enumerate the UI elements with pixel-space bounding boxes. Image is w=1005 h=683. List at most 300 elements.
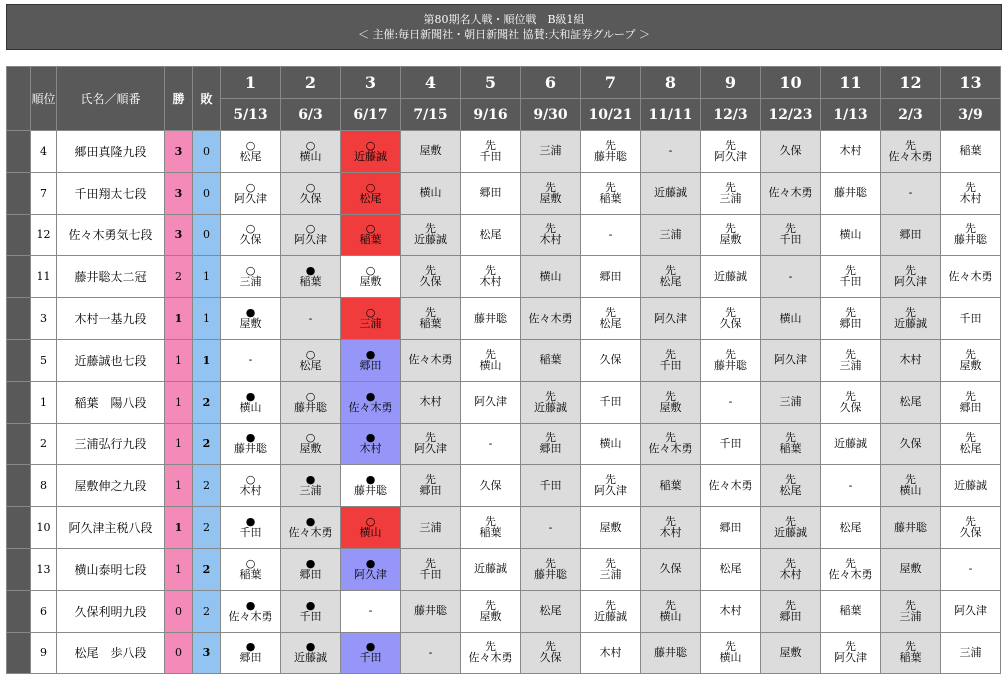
opponent-name: -	[668, 144, 673, 158]
game-cell	[401, 507, 461, 549]
result-mark: ●	[365, 473, 376, 487]
result-mark: 先	[665, 264, 676, 278]
result-mark: ○	[305, 347, 316, 361]
opponent-name: -	[488, 436, 493, 450]
player-wins: 1	[165, 465, 193, 507]
opponent-name: 木村	[839, 144, 862, 158]
opponent-name: 藤井聡	[414, 604, 447, 618]
result-mark: 先	[905, 473, 916, 487]
result-mark: 先	[725, 138, 736, 152]
opponent-name: 屋敷	[359, 275, 382, 289]
player-seed: 8	[31, 465, 57, 507]
game-cell	[521, 214, 581, 256]
page-header	[6, 4, 1002, 50]
game-cell	[341, 590, 401, 632]
round-number: 8	[641, 67, 701, 99]
player-losses: 2	[193, 590, 221, 632]
game-cell	[881, 298, 941, 340]
result-mark: 先	[665, 389, 676, 403]
game-cell	[341, 131, 401, 173]
opponent-name: 木村	[479, 275, 502, 289]
game-cell	[461, 172, 521, 214]
result-mark: ●	[365, 389, 376, 403]
opponent-name: 藤井聡	[834, 186, 867, 200]
game-cell	[761, 590, 821, 632]
opponent-name: 三浦	[719, 191, 742, 205]
opponent-name: 松尾	[359, 191, 382, 205]
result-mark: 先	[965, 389, 976, 403]
opponent-name: 木村	[599, 645, 622, 659]
game-cell	[881, 131, 941, 173]
game-cell	[521, 507, 581, 549]
round-date: 9/30	[521, 99, 581, 131]
player-name: 千田翔太七段	[57, 172, 165, 214]
round-date: 6/3	[281, 99, 341, 131]
result-mark: 先	[785, 431, 796, 445]
opponent-name: 近藤誠	[534, 400, 567, 414]
opponent-name: 佐々木勇	[708, 478, 753, 492]
player-wins: 2	[165, 256, 193, 298]
game-cell	[641, 590, 701, 632]
opponent-name: 屋敷	[539, 191, 562, 205]
game-cell	[581, 465, 641, 507]
result-mark: ●	[305, 598, 316, 612]
game-cell	[461, 131, 521, 173]
opponent-name: 屋敷	[779, 645, 802, 659]
round-date: 11/11	[641, 99, 701, 131]
player-losses: 2	[193, 507, 221, 549]
game-cell	[881, 214, 941, 256]
player-row	[7, 548, 1001, 590]
opponent-name: 松尾	[599, 317, 622, 331]
round-date: 6/17	[341, 99, 401, 131]
game-cell	[761, 381, 821, 423]
opponent-name: 藤井聡	[594, 149, 627, 163]
game-cell	[701, 131, 761, 173]
game-cell	[521, 632, 581, 674]
opponent-name: 屋敷	[299, 442, 322, 456]
opponent-name: 木村	[959, 191, 982, 205]
page-title: 第80期名人戦・順位戦 B級1組	[423, 13, 585, 26]
game-cell	[401, 298, 461, 340]
result-mark: ●	[305, 556, 316, 570]
game-cell	[641, 256, 701, 298]
opponent-name: 藤井聡	[894, 520, 927, 534]
game-cell	[341, 172, 401, 214]
result-mark: 先	[965, 180, 976, 194]
player-wins: 1	[165, 339, 193, 381]
result-mark: ○	[305, 222, 316, 236]
player-losses: 2	[193, 465, 221, 507]
round-date: 12/23	[761, 99, 821, 131]
result-mark: 先	[605, 306, 616, 320]
result-mark: ○	[305, 138, 316, 152]
opponent-name: 久保	[839, 400, 862, 414]
game-cell	[821, 339, 881, 381]
opponent-name: 横山	[719, 651, 742, 665]
opponent-name: 阿久津	[774, 353, 807, 367]
opponent-name: 郷田	[599, 269, 622, 283]
opponent-name: 阿久津	[594, 484, 627, 498]
game-cell	[641, 465, 701, 507]
rank-header-label: 順位	[31, 91, 56, 106]
result-mark: 先	[545, 222, 556, 236]
game-cell	[281, 507, 341, 549]
player-losses: 1	[193, 298, 221, 340]
opponent-name: 横山	[359, 526, 382, 540]
player-name: 藤井聡太二冠	[57, 256, 165, 298]
opponent-name: 千田	[659, 358, 682, 372]
result-mark: 先	[965, 431, 976, 445]
result-mark: ●	[245, 515, 256, 529]
player-losses: 2	[193, 381, 221, 423]
opponent-name: 横山	[479, 358, 502, 372]
result-mark: ○	[365, 515, 376, 529]
result-mark: ○	[365, 180, 376, 194]
opponent-name: 木村	[659, 526, 682, 540]
result-mark: ●	[305, 515, 316, 529]
game-cell	[281, 548, 341, 590]
game-cell	[401, 548, 461, 590]
opponent-name: 屋敷	[239, 317, 262, 331]
opponent-name: 久保	[899, 436, 922, 450]
game-cell	[641, 214, 701, 256]
result-mark: 先	[725, 222, 736, 236]
opponent-name: 郷田	[359, 358, 382, 372]
opponent-name: 藤井聡	[294, 400, 327, 414]
opponent-name: 稲葉	[359, 233, 382, 247]
game-cell	[221, 381, 281, 423]
game-cell	[941, 548, 1001, 590]
row-side	[7, 465, 31, 507]
opponent-name: 稲葉	[299, 275, 322, 289]
player-row	[7, 298, 1001, 340]
player-name: 近藤誠也七段	[57, 339, 165, 381]
game-cell	[221, 507, 281, 549]
opponent-name: 稲葉	[539, 353, 562, 367]
row-side	[7, 548, 31, 590]
result-mark: 先	[785, 222, 796, 236]
game-cell	[281, 339, 341, 381]
result-mark: 先	[665, 431, 676, 445]
game-cell	[221, 172, 281, 214]
round-number: 2	[281, 67, 341, 99]
game-cell	[821, 423, 881, 465]
opponent-name: 久保	[659, 562, 682, 576]
game-cell	[701, 590, 761, 632]
player-wins: 3	[165, 214, 193, 256]
game-cell	[401, 465, 461, 507]
result-mark: 先	[605, 556, 616, 570]
game-cell	[221, 548, 281, 590]
game-cell	[581, 632, 641, 674]
game-cell	[281, 632, 341, 674]
opponent-name: 佐々木勇	[288, 526, 333, 540]
opponent-name: -	[968, 562, 973, 576]
player-row	[7, 632, 1001, 674]
game-cell	[221, 256, 281, 298]
round-number: 3	[341, 67, 401, 99]
opponent-name: 阿久津	[714, 149, 747, 163]
opponent-name: 稲葉	[659, 478, 682, 492]
game-cell	[941, 298, 1001, 340]
game-cell	[881, 590, 941, 632]
game-cell	[941, 507, 1001, 549]
opponent-name: 藤井聡	[354, 484, 387, 498]
player-seed: 1	[31, 381, 57, 423]
game-cell	[461, 381, 521, 423]
game-cell	[701, 548, 761, 590]
opponent-name: 千田	[719, 436, 742, 450]
result-mark: 先	[425, 306, 436, 320]
opponent-name: 稲葉	[779, 442, 802, 456]
game-cell	[461, 590, 521, 632]
round-number: 12	[881, 67, 941, 99]
opponent-name: 佐々木勇	[408, 353, 453, 367]
header-side	[7, 67, 31, 131]
game-cell	[761, 256, 821, 298]
row-side	[7, 590, 31, 632]
opponent-name: 稲葉	[839, 604, 862, 618]
result-mark: 先	[845, 389, 856, 403]
game-cell	[461, 298, 521, 340]
player-seed: 10	[31, 507, 57, 549]
name-header: 氏名／順番	[57, 67, 165, 131]
result-mark: 先	[785, 515, 796, 529]
opponent-name: 横山	[659, 609, 682, 623]
game-cell	[941, 381, 1001, 423]
round-date: 10/21	[581, 99, 641, 131]
game-cell	[701, 381, 761, 423]
game-cell	[581, 381, 641, 423]
player-name: 郷田真隆九段	[57, 131, 165, 173]
opponent-name: 三浦	[839, 358, 862, 372]
opponent-name: 木村	[899, 353, 922, 367]
row-side	[7, 339, 31, 381]
game-cell	[521, 256, 581, 298]
game-cell	[521, 548, 581, 590]
result-mark: 先	[545, 431, 556, 445]
opponent-name: 松尾	[899, 395, 922, 409]
opponent-name: 藤井聡	[474, 311, 507, 325]
player-losses: 0	[193, 172, 221, 214]
opponent-name: 千田	[839, 275, 862, 289]
game-cell	[341, 507, 401, 549]
opponent-name: -	[848, 478, 853, 492]
game-cell	[821, 214, 881, 256]
game-cell	[881, 423, 941, 465]
opponent-name: 郷田	[299, 567, 322, 581]
opponent-name: 千田	[239, 526, 262, 540]
opponent-name: 郷田	[419, 484, 442, 498]
result-mark: 先	[725, 306, 736, 320]
result-mark: ○	[365, 138, 376, 152]
opponent-name: 千田	[959, 311, 982, 325]
player-losses: 2	[193, 423, 221, 465]
result-mark: 先	[845, 264, 856, 278]
opponent-name: 松尾	[839, 520, 862, 534]
round-number: 10	[761, 67, 821, 99]
result-mark: 先	[605, 598, 616, 612]
player-name: 稲葉 陽八段	[57, 381, 165, 423]
game-cell	[701, 423, 761, 465]
result-mark: ○	[245, 264, 256, 278]
opponent-name: 佐々木勇	[228, 609, 273, 623]
result-mark: ●	[365, 556, 376, 570]
opponent-name: 近藤誠	[474, 562, 507, 576]
game-cell	[761, 632, 821, 674]
player-wins: 3	[165, 131, 193, 173]
game-cell	[941, 256, 1001, 298]
game-cell	[281, 298, 341, 340]
opponent-name: 松尾	[479, 227, 502, 241]
opponent-name: 阿久津	[894, 275, 927, 289]
opponent-name: 近藤誠	[594, 609, 627, 623]
result-mark: ○	[245, 556, 256, 570]
game-cell	[761, 507, 821, 549]
game-cell	[581, 590, 641, 632]
result-mark: ○	[365, 222, 376, 236]
game-cell	[521, 423, 581, 465]
game-cell	[941, 632, 1001, 674]
game-cell	[401, 172, 461, 214]
game-cell	[581, 423, 641, 465]
game-cell	[401, 381, 461, 423]
opponent-name: 近藤誠	[414, 233, 447, 247]
game-cell	[581, 298, 641, 340]
result-mark: 先	[905, 598, 916, 612]
round-date: 2/3	[881, 99, 941, 131]
opponent-name: 屋敷	[479, 609, 502, 623]
opponent-name: 横山	[419, 186, 442, 200]
result-mark: 先	[965, 515, 976, 529]
opponent-name: 久保	[599, 353, 622, 367]
player-wins: 0	[165, 632, 193, 674]
round-number: 7	[581, 67, 641, 99]
opponent-name: 松尾	[779, 484, 802, 498]
opponent-name: 郷田	[959, 400, 982, 414]
player-row	[7, 131, 1001, 173]
player-wins: 1	[165, 548, 193, 590]
game-cell	[461, 339, 521, 381]
opponent-name: 三浦	[239, 275, 262, 289]
game-cell	[401, 590, 461, 632]
opponent-name: 横山	[779, 311, 802, 325]
opponent-name: 久保	[419, 275, 442, 289]
game-cell	[401, 339, 461, 381]
opponent-name: 近藤誠	[354, 149, 387, 163]
game-cell	[521, 131, 581, 173]
game-cell	[701, 465, 761, 507]
opponent-name: 郷田	[539, 442, 562, 456]
result-mark: 先	[905, 306, 916, 320]
game-cell	[461, 632, 521, 674]
game-cell	[941, 339, 1001, 381]
opponent-name: 三浦	[359, 317, 382, 331]
game-cell	[641, 131, 701, 173]
opponent-name: 三浦	[539, 144, 562, 158]
opponent-name: 千田	[299, 609, 322, 623]
result-mark: 先	[545, 640, 556, 654]
game-cell	[281, 423, 341, 465]
game-cell	[581, 507, 641, 549]
opponent-name: -	[248, 353, 253, 367]
result-mark: ○	[365, 306, 376, 320]
result-mark: 先	[485, 347, 496, 361]
opponent-name: 佐々木勇	[348, 400, 393, 414]
game-cell	[881, 632, 941, 674]
game-cell	[701, 256, 761, 298]
result-mark: 先	[425, 264, 436, 278]
result-mark: ●	[245, 640, 256, 654]
row-side	[7, 131, 31, 173]
opponent-name: 阿久津	[414, 442, 447, 456]
game-cell	[761, 339, 821, 381]
row-side	[7, 298, 31, 340]
round-number: 9	[701, 67, 761, 99]
result-mark: 先	[785, 473, 796, 487]
opponent-name: 松尾	[299, 358, 322, 372]
game-cell	[401, 256, 461, 298]
losses-header: 敗	[193, 67, 221, 131]
player-seed: 11	[31, 256, 57, 298]
result-mark: ○	[305, 431, 316, 445]
opponent-name: 阿久津	[294, 233, 327, 247]
result-mark: ○	[305, 389, 316, 403]
opponent-name: 阿久津	[234, 191, 267, 205]
opponent-name: 三浦	[899, 609, 922, 623]
game-cell	[701, 172, 761, 214]
result-mark: 先	[545, 180, 556, 194]
opponent-name: 藤井聡	[534, 567, 567, 581]
game-cell	[581, 214, 641, 256]
opponent-name: 佐々木勇	[948, 269, 993, 283]
round-number: 11	[821, 67, 881, 99]
result-mark: 先	[605, 473, 616, 487]
opponent-name: 千田	[419, 567, 442, 581]
game-cell	[941, 214, 1001, 256]
game-cell	[221, 298, 281, 340]
game-cell	[821, 507, 881, 549]
opponent-name: 近藤誠	[714, 269, 747, 283]
round-date: 9/16	[461, 99, 521, 131]
round-number: 4	[401, 67, 461, 99]
game-cell	[881, 548, 941, 590]
opponent-name: 木村	[359, 442, 382, 456]
game-cell	[281, 214, 341, 256]
player-seed: 12	[31, 214, 57, 256]
result-mark: 先	[905, 138, 916, 152]
game-cell	[281, 590, 341, 632]
result-mark: 先	[485, 598, 496, 612]
game-cell	[821, 632, 881, 674]
game-cell	[581, 256, 641, 298]
game-cell	[761, 548, 821, 590]
game-cell	[461, 423, 521, 465]
game-cell	[581, 131, 641, 173]
opponent-name: 稲葉	[899, 651, 922, 665]
opponent-name: 千田	[779, 233, 802, 247]
opponent-name: 横山	[299, 149, 322, 163]
opponent-name: 屋敷	[959, 358, 982, 372]
game-cell	[581, 172, 641, 214]
player-name: 三浦弘行九段	[57, 423, 165, 465]
game-cell	[641, 298, 701, 340]
opponent-name: 郷田	[239, 651, 262, 665]
round-number: 13	[941, 67, 1001, 99]
player-wins: 1	[165, 423, 193, 465]
game-cell	[281, 381, 341, 423]
